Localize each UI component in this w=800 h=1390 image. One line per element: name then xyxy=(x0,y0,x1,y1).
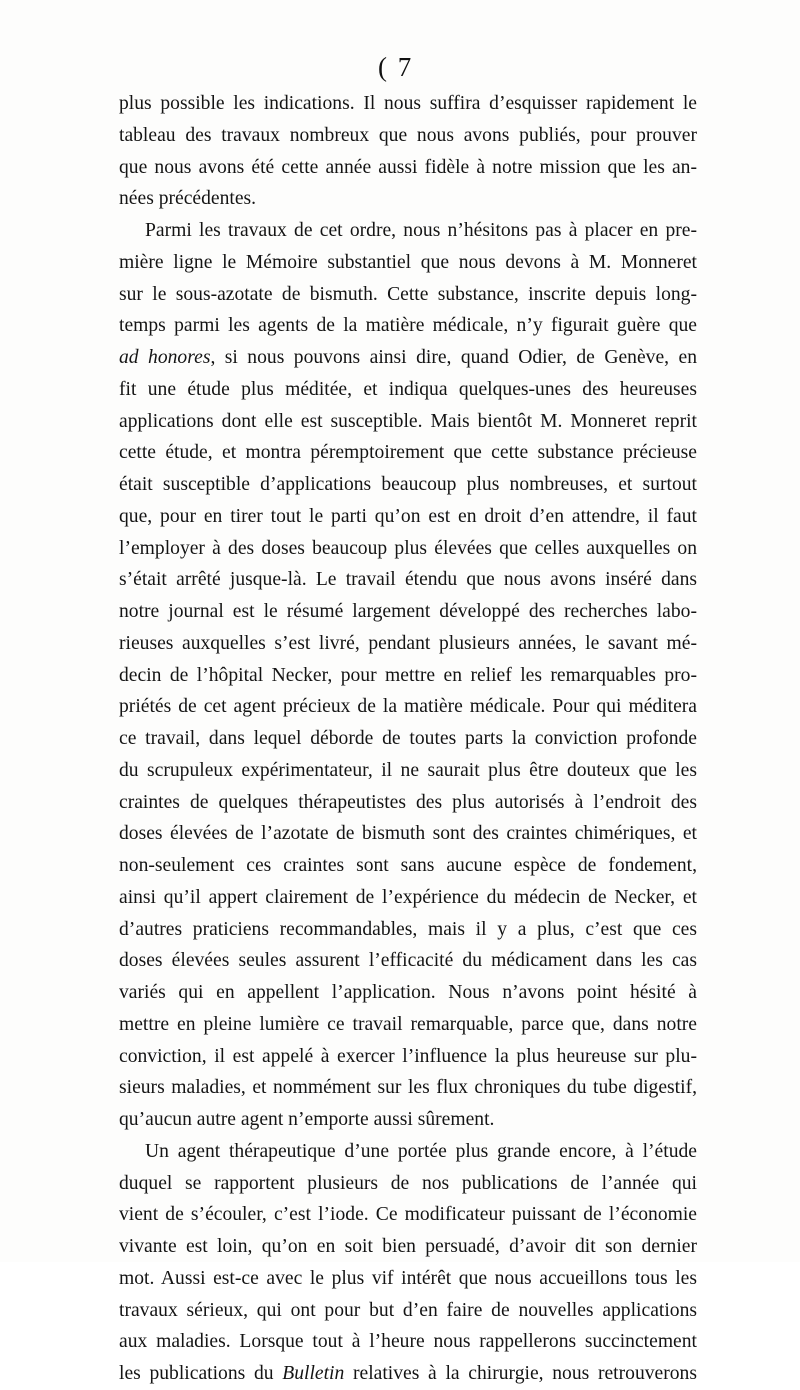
text-line: mettre en pleine lumière ce travail remarquable, parce que, dans notre xyxy=(119,1013,697,1035)
text-line: d’autres praticiens recommandables, mais il y a plus, c’est que ces xyxy=(119,918,697,940)
text-line: plus possible les indications. Il nous suffira d’esquisser rapidement le xyxy=(119,93,697,114)
text-segment: , si nous pouvons ainsi dire, quand Odier, de Genève, en xyxy=(210,347,697,368)
text-line: tableau des travaux nombreux que nous avons publiés, pour prouver xyxy=(119,124,697,146)
text-line: conviction, il est appelé à exercer l’influence la plus heureuse sur plu- xyxy=(119,1045,697,1067)
text-line: notre journal est le résumé largement développé des recherches labo- xyxy=(119,601,697,622)
text-line: fit une étude plus méditée, et indiqua quelques-unes des heureuses xyxy=(119,378,697,400)
text-line: ainsi qu’il appert clairement de l’expérience du médecin de Necker, et xyxy=(119,886,697,908)
text-line: que, pour en tirer tout le parti qu’on est en droit d’en attendre, il faut xyxy=(119,505,697,527)
italic-text: Bulletin xyxy=(282,1363,345,1384)
text-line: vient de s’écouler, c’est l’iode. Ce modificateur puissant de l’économie xyxy=(119,1204,697,1226)
text-line: sieurs maladies, et nommément sur les flux chroniques du tube digestif, xyxy=(119,1077,697,1099)
text-line: decin de l’hôpital Necker, pour mettre en relief les remarquables pro- xyxy=(119,664,697,686)
text-line xyxy=(119,342,697,374)
text-line: aux maladies. Lorsque tout à l’heure nous rappellerons succinctement xyxy=(119,1331,697,1353)
text-line: Un agent thérapeutique d’une portée plus grande encore, à l’étude xyxy=(145,1140,697,1162)
text-line: était susceptible d’applications beaucoup plus nombreuses, et surtout xyxy=(119,474,697,495)
text-line: variés qui en appellent l’application. Nous n’avons point hésité à xyxy=(119,982,697,1003)
text-line: doses élevées de l’azotate de bismuth sont des craintes chimériques, et xyxy=(119,823,697,845)
text-line: que nous avons été cette année aussi fidèle à notre mission que les an- xyxy=(119,156,697,178)
text-line: priétés de cet agent précieux de la matière médicale. Pour qui méditera xyxy=(119,696,697,718)
text-line: s’était arrêté jusque-là. Le travail étendu que nous avons inséré dans xyxy=(119,569,697,591)
page-number: ( 7 xyxy=(378,52,414,82)
text-line: sur le sous-azotate de bismuth. Cette substance, inscrite depuis long- xyxy=(119,283,697,305)
text-line: mière ligne le Mémoire substantiel que nous devons à M. Monneret xyxy=(119,251,697,273)
italic-text: ad honores xyxy=(119,347,211,368)
text-line: non-seulement ces craintes sont sans aucune espèce de fondement, xyxy=(119,855,697,876)
text-line: rieuses auxquelles s’est livré, pendant plusieurs années, le savant mé- xyxy=(119,632,697,654)
text-line: vivante est loin, qu’on en soit bien persuadé, d’avoir dit son dernier xyxy=(119,1236,697,1257)
text-segment: les publications du xyxy=(119,1363,283,1384)
text-line xyxy=(119,1358,697,1390)
text-line: duquel se rapportent plusieurs de nos publications de l’année qui xyxy=(119,1172,697,1194)
text-line: du scrupuleux expérimentateur, il ne saurait plus être douteux que les xyxy=(119,759,697,781)
text-line: doses élevées seules assurent l’efficacité du médicament dans les cas xyxy=(119,950,697,972)
text-line: travaux sérieux, qui ont pour but d’en faire de nouvelles applications xyxy=(119,1299,697,1321)
text-line: cette étude, et montra péremptoirement que cette substance précieuse xyxy=(119,442,697,464)
text-line: l’employer à des doses beaucoup plus élevées que celles auxquelles on xyxy=(119,537,697,559)
body-text xyxy=(119,88,697,1390)
text-line: ce travail, dans lequel déborde de toutes parts la conviction profonde xyxy=(119,728,697,749)
text-line: craintes de quelques thérapeutistes des plus autorisés à l’endroit des xyxy=(119,791,697,813)
text-line: nées précédentes. xyxy=(119,188,257,210)
text-segment: relatives à la chirurgie, nous retrouverons xyxy=(344,1363,697,1384)
text-line: applications dont elle est susceptible. Mais bientôt M. Monneret reprit xyxy=(119,410,697,432)
text-line: mot. Aussi est-ce avec le plus vif intérêt que nous accueillons tous les xyxy=(119,1267,697,1289)
text-line: Parmi les travaux de cet ordre, nous n’hésitons pas à placer en pre- xyxy=(145,220,697,241)
text-line: qu’aucun autre agent n’emporte aussi sûrement. xyxy=(119,1109,495,1130)
text-line: temps parmi les agents de la matière médicale, n’y figurait guère que xyxy=(119,315,697,337)
